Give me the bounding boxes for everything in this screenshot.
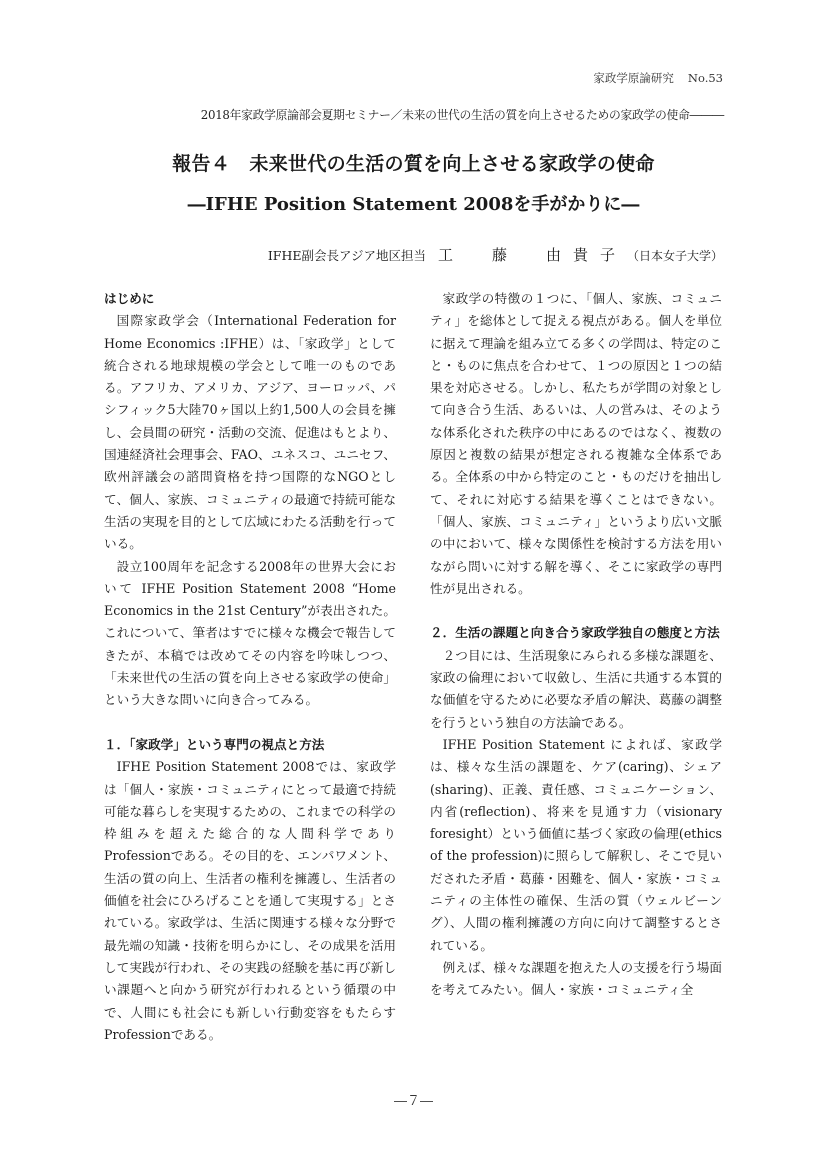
section-2-heading: ２．生活の課題と向き合う家政学独自の態度と方法: [430, 625, 720, 641]
left-column: [104, 288, 396, 1046]
series-title: 2018年家政学原論部会夏期セミナー／未来の世代の生活の質を向上させるための家政学の使命―――: [200, 108, 724, 122]
section-gap: [104, 712, 396, 734]
section-gap: [430, 600, 722, 622]
article-subtitle: ―IFHE Position Statement 2008を手がかりに―: [187, 194, 640, 215]
section-1-paragraph-2: 家政学の特徴の１つに、「個人、家族、コミュニティ」を総体として捉える視点がある。個人を単位に据えて理論を組み立てる多くの学問は、特定のこと・ものに焦点を合わせて、１つの原因と１つの結果を対応させる。しかし、私たちが学問の対象として向き合う生活、あるいは、人の営みは、そのような体系化された秩序の中にあるのではなく、複数の原因と複数の結果が想定される複雑な全体系である。全体系の中から特定のこと・ものだけを抽出して、それに対応する結果を導くことはできない。「個人、家族、コミュニティ」というより広い文脈の中において、様々な関係性を検討する方法を用いながら問いに対する解を導く、そこに家政学の専門性が見出される。: [430, 291, 722, 596]
section-2-paragraph-3: 例えば、様々な課題を抱えた人の支援を行う場面を考えてみたい。個人・家族・コミュニティ全: [430, 959, 722, 998]
section-2-paragraph-1: ２つ目には、生活現象にみられる多様な課題を、家政の倫理において収斂し、生活に共通する本質的な価値を守るために必要な矛盾の解決、葛藤の調整を行うという独自の方法論である。: [430, 647, 722, 730]
running-header: [593, 70, 723, 86]
journal-name: 家政学原論研究: [593, 71, 674, 85]
issue-number: No.53: [687, 71, 723, 85]
author-line: [268, 244, 723, 265]
intro-paragraph-1: 国際家政学会（International Federation for Home Economics :IFHE）は、「家政学」として統合される地球規模の学会として唯一のものである。アフリカ、アメリカ、アジア、ヨーロッパ、パシフィック5大陸70ヶ国以上約1,500人の会員を擁し、会員間の研究・活動の交流、促進はもとより、国連経済社会理事会、FAO、ユネスコ、ユニセフ、欧州評議会の諮問資格を持つ国際的なNGOとして、個人、家族、コミュニティの最適で持続可能な生活の実現を目的として広域にわたる活動を行っている。: [104, 313, 396, 552]
author-affiliation: IFHE副会長アジア地区担当: [267, 248, 426, 263]
section-1-heading: １．「家政学」という専門の視点と方法: [104, 736, 325, 752]
section-1-paragraph-1: IFHE Position Statement 2008では、家政学は「個人・家族・コミュニティにとって最適で持続可能な暮らしを実現するための、これまでの科学の枠組みを超えた総合的な人間科学でありProfessionである。その目的を、エンパワメント、生活の質の向上、生活者の権利を擁護し、生活者の価値を社会にひろげることを通して実現する」とされている。家政学は、生活に関連する様々な分野で最先端の知識・技術を明らかにし、その成果を活用して実践が行われ、その実践の経験を基に再び新しい課題へと向かう研究が行われるという循環の中で、人間にも社会にも新しい行動変容をもたらすProfessionである。: [104, 759, 396, 1042]
intro-heading: はじめに: [104, 291, 155, 306]
page-number: ―７―: [393, 1094, 433, 1109]
right-column: [430, 288, 722, 1002]
article-title: 報告４ 未来世代の生活の質を向上させる家政学の使命: [172, 153, 655, 175]
author-name: 工 藤 由貴子: [437, 246, 627, 264]
section-2-paragraph-2: IFHE Position Statement によれば、家政学は、様々な生活の課題を、ケア(caring)、シェア(sharing)、正義、責任感、コミュニケーション、内省(reflection)、将来を見通す力（visionary foresight）という価値に基づく家政の倫理(ethics of the profession)に照らして解釈し、そこで見いだされた矛盾・葛藤・困難を、個人・家族・コミュニティの主体性の確保、生活の質（ウェルビーング）、人間の権利擁護の方向に向けて調整するとされている。: [430, 736, 722, 953]
author-institution: （日本女子大学）: [626, 249, 723, 263]
intro-paragraph-2: 設立100周年を記念する2008年の世界大会において IFHE Position Statement 2008 “Home Economics in the 21st Century”が表出された。これについて、筆者はすでに様々な機会で報告してきたが、本稿では改めてその内容を吟味しつつ、「未来世代の生活の質を向上させる家政学の使命」という大きな問いに向き合ってみる。: [104, 558, 396, 708]
